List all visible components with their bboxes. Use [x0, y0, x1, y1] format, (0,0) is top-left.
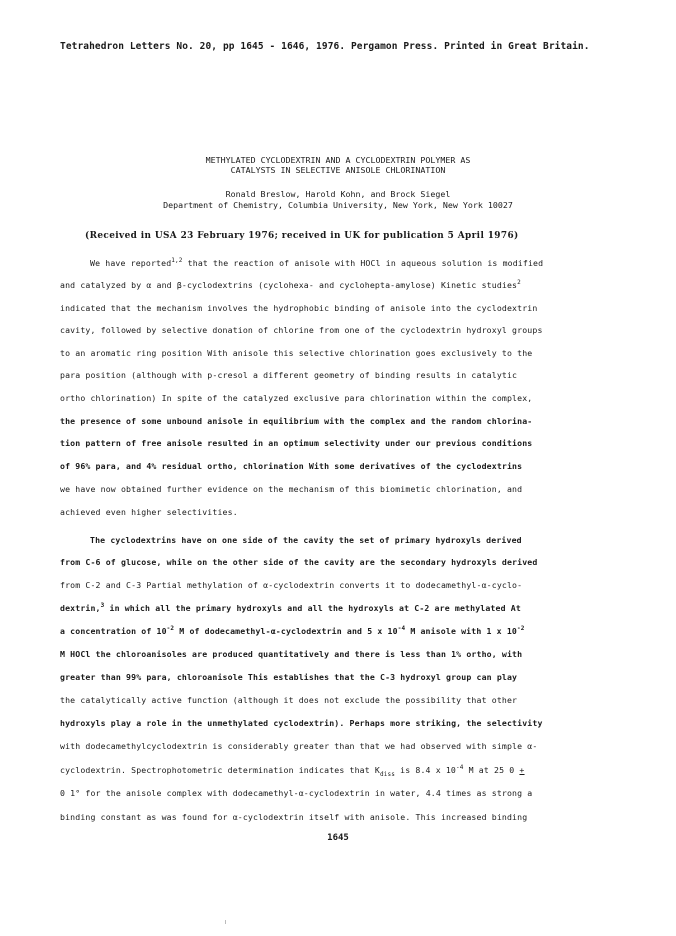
body-line: We have reported$^{1,2}$ that the reaction of anisole with HOCl in aqueous solution is modified [90, 257, 544, 268]
authors: Ronald Breslow, Harold Kohn, and Brock Siegel [225, 189, 451, 199]
body-line: para position (although with p-cresol a different geometry of binding results in catalytic [60, 370, 518, 380]
scan-artifact-mark [225, 920, 226, 924]
received-dates: (Received in USA 23 February 1976; received in UK for publication 5 April 1976) [85, 231, 519, 241]
body-line: indicated that the mechanism involves the hydrophobic binding of anisole into the cyclodextrin [60, 303, 538, 313]
body-line: hydroxyls play a role in the unmethylated cyclodextrin). Perhaps more striking, the selectivity [60, 718, 543, 728]
body-line: The cyclodextrins have on one side of the cavity the set of primary hydroxyls derived [90, 535, 522, 545]
body-line: 0 1° for the anisole complex with dodecamethyl-α-cyclodextrin in water, 4.4 times as strong a [60, 788, 533, 798]
department: Department of Chemistry, Columbia University, New York, New York 10027 [163, 200, 513, 210]
journal-header: Tetrahedron Letters No. 20, pp 1645 - 1646, 1976. Pergamon Press. Printed in Great Britain. [60, 41, 590, 52]
body-line: from C-2 and C-3 Partial methylation of α-cyclodextrin converts it to dodecamethyl-α-cyclo- [60, 580, 523, 590]
body-line: to an aromatic ring position With anisole this selective chlorination goes exclusively to the [60, 348, 533, 358]
title-line-2: CATALYSTS IN SELECTIVE ANISOLE CHLORINATION [230, 165, 446, 175]
body-line: binding constant as was found for α-cyclodextrin itself with anisole. This increased binding [60, 812, 528, 822]
body-line: from C-6 of glucose, while on the other side of the cavity are the secondary hydroxyls derived [60, 557, 538, 567]
body-line: of 96% para, and 4% residual ortho, chlorination With some derivatives of the cyclodextrins [60, 461, 523, 471]
body-line: with dodecamethylcyclodextrin is considerably greater than that we had observed with simple α- [60, 741, 538, 751]
body-line: the presence of some unbound anisole in equilibrium with the complex and the random chlorina- [60, 416, 533, 426]
body-line: tion pattern of free anisole resulted in an optimum selectivity under our previous conditions [60, 438, 533, 448]
body-line: the catalytically active function (although it does not exclude the possibility that other [60, 695, 518, 705]
body-line: greater than 99% para, chloroanisole This establishes that the C-3 hydroxyl group can play [60, 672, 518, 682]
body-line: and catalyzed by α and β-cyclodextrins (cyclohexa- and cyclohepta-amylose) Kinetic studies$^2$ [60, 279, 521, 290]
body-line: achieved even higher selectivities. [60, 507, 238, 517]
body-line: cavity, followed by selective donation of chlorine from one of the cyclodextrin hydroxyl groups [60, 325, 543, 335]
page-number: 1645 [327, 833, 349, 843]
title-line-1: METHYLATED CYCLODEXTRIN AND A CYCLODEXTRIN POLYMER AS [205, 155, 471, 165]
body-line: ortho chlorination) In spite of the catalyzed exclusive para chlorination within the complex, [60, 393, 533, 403]
body-line: dextrin,$^3$ in which all the primary hydroxyls and all the hydroxyls at C-2 are methylated At [60, 602, 521, 613]
body-line: we have now obtained further evidence on the mechanism of this biomimetic chlorination, and [60, 484, 523, 494]
body-line: cyclodextrin. Spectrophotometric determination indicates that $K_{diss}$ is 8.4 x $10^{-4}$ M at 25 0 + [60, 764, 525, 778]
body-line: a concentration of $10^{-2}$ M of dodecamethyl-α-cyclodextrin and 5 x $10^{-4}$ M anisole with 1 x $10^{-2}$ [60, 625, 525, 636]
body-line: M HOCl the chloroanisoles are produced quantitatively and there is less than 1% ortho, with [60, 649, 523, 659]
